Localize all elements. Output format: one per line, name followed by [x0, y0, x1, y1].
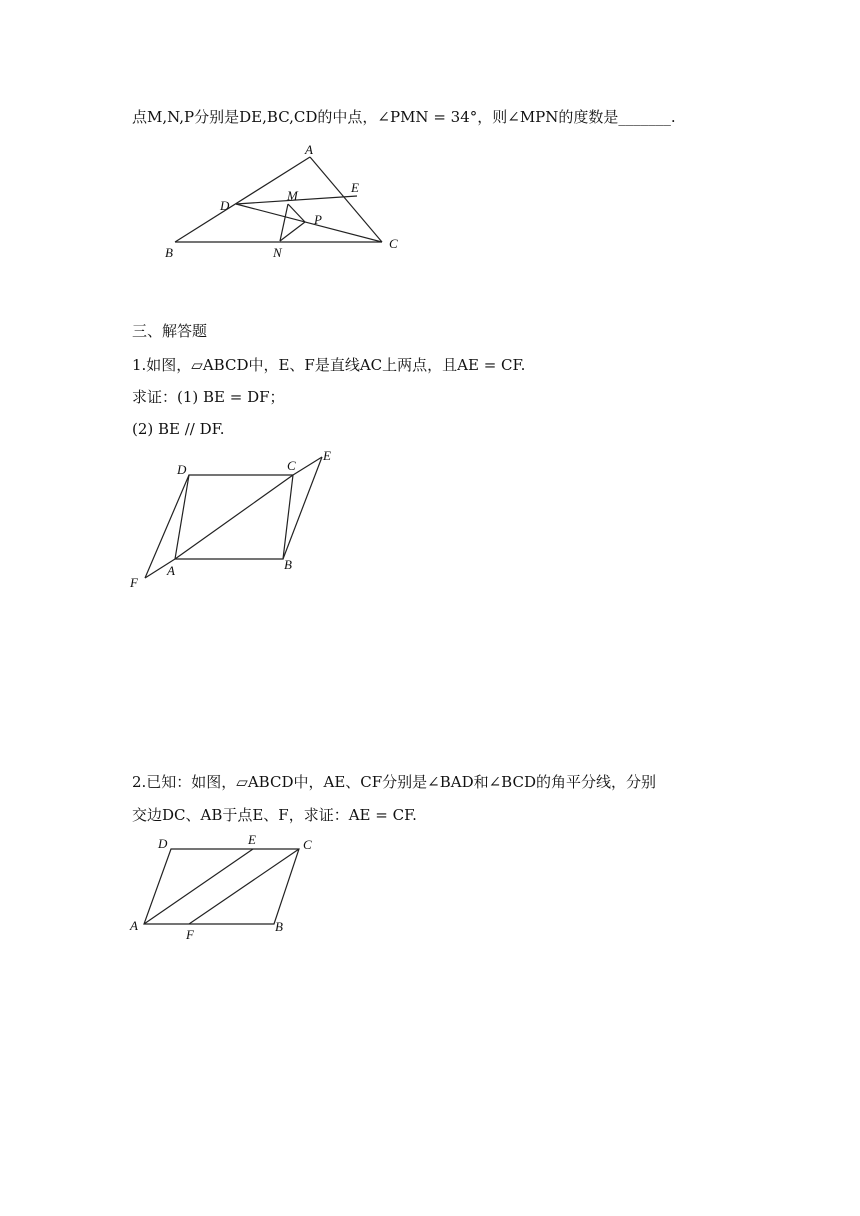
q1-proof-1: 求证：(1) BE = DF； [132, 388, 285, 406]
section-title: 三、解答题 [132, 322, 208, 340]
segment-dc [236, 204, 382, 242]
q1-label-a: A [167, 563, 175, 578]
q1-stem: 1.如图，▱ABCD中，E、F是直线AC上两点，且AE = CF. [132, 356, 526, 374]
q2-parallelogram-figure [125, 830, 335, 940]
fill-question-text: 点M,N,P分别是DE,BC,CD的中点，∠PMN = 34°，则∠MPN的度数是_______. [132, 108, 676, 126]
label-m: M [287, 188, 298, 203]
label-c: C [389, 236, 398, 251]
label-e: E [351, 180, 359, 195]
label-a: A [305, 142, 313, 157]
q1-proof-2: (2) BE // DF. [132, 420, 225, 438]
q2-label-f: F [186, 927, 194, 942]
edge-ac [310, 157, 382, 242]
label-p: P [314, 212, 322, 227]
q2-stem-line-1: 2.已知：如图，▱ABCD中，AE、CF分别是∠BAD和∠BCD的角平分线，分别 [132, 773, 656, 791]
label-b: B [165, 245, 173, 260]
q2-label-a: A [130, 918, 138, 933]
q1-label-e: E [323, 448, 331, 463]
q1-label-f: F [130, 575, 138, 590]
q2-label-d: D [158, 836, 168, 851]
diagonal-ac [175, 475, 293, 559]
q2-label-b: B [275, 919, 283, 934]
label-d: D [220, 198, 230, 213]
segment-ce [293, 457, 322, 475]
bisector-cf [189, 849, 299, 924]
q1-label-b: B [284, 557, 292, 572]
triangle-figure [160, 140, 420, 265]
bisector-ae [144, 849, 253, 924]
parallelogram-abcd [144, 849, 299, 924]
label-n: N [273, 245, 282, 260]
q1-parallelogram-figure [125, 448, 355, 593]
q1-label-d: D [177, 462, 187, 477]
q2-label-c: C [303, 837, 312, 852]
q1-label-c: C [287, 458, 296, 473]
q2-label-e: E [248, 832, 256, 847]
q2-stem-line-2: 交边DC、AB于点E、F，求证：AE = CF. [132, 806, 417, 824]
